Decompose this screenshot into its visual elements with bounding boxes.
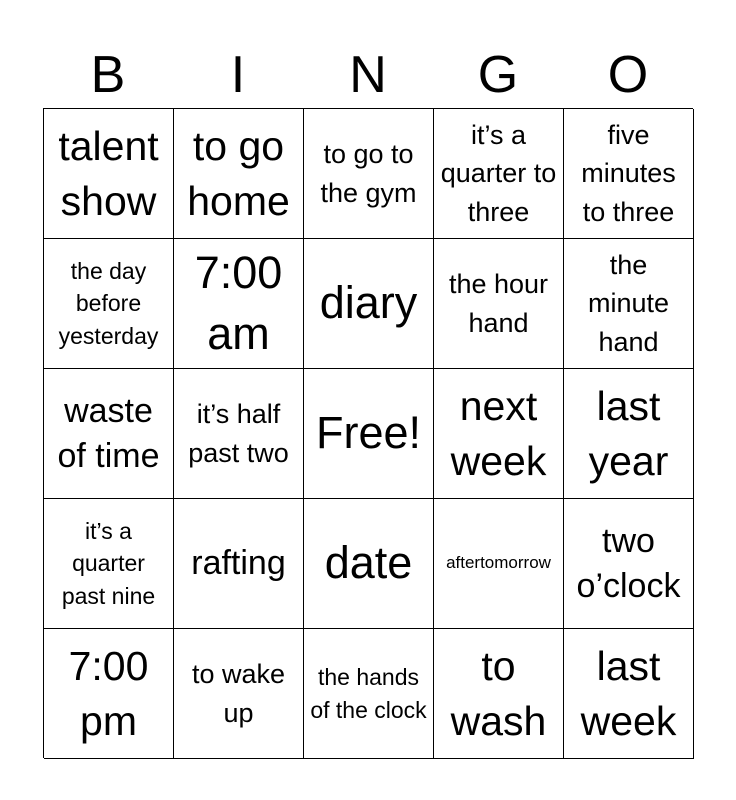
bingo-cell[interactable] xyxy=(564,499,694,629)
cell-text: talent show xyxy=(58,122,159,224)
free-cell-text: Free! xyxy=(315,407,422,459)
cell-text: 7:00 am xyxy=(194,246,283,359)
bingo-cell[interactable] xyxy=(44,109,174,239)
cell-text: to go home xyxy=(187,122,290,224)
bingo-cell[interactable] xyxy=(44,629,174,759)
header-letter-n: N xyxy=(349,46,387,104)
bingo-cell[interactable] xyxy=(44,239,174,369)
bingo-cell[interactable] xyxy=(434,109,564,239)
cell-text: diary xyxy=(319,277,418,329)
header-letter-i: I xyxy=(230,46,246,104)
bingo-cell[interactable] xyxy=(174,629,304,759)
cell-text: last year xyxy=(588,382,669,484)
bingo-cell[interactable] xyxy=(564,109,694,239)
bingo-cell[interactable] xyxy=(304,499,434,629)
bingo-grid xyxy=(43,108,693,758)
cell-text: to go to the gym xyxy=(320,139,417,208)
bingo-cell[interactable] xyxy=(434,499,564,629)
cell-text: 7:00 pm xyxy=(68,642,149,744)
bingo-cell[interactable] xyxy=(174,369,304,499)
header-letter-b: B xyxy=(90,46,126,104)
bingo-cell[interactable] xyxy=(304,109,434,239)
cell-text: next week xyxy=(450,382,547,484)
cell-text: to wake up xyxy=(191,659,286,728)
cell-text: five minutes to three xyxy=(581,120,676,227)
bingo-cell[interactable] xyxy=(434,239,564,369)
bingo-header xyxy=(43,42,693,108)
cell-text: the day before yesterday xyxy=(58,258,159,349)
bingo-cell[interactable] xyxy=(434,369,564,499)
bingo-cell[interactable] xyxy=(564,239,694,369)
bingo-cell[interactable] xyxy=(564,369,694,499)
bingo-cell[interactable] xyxy=(304,239,434,369)
bingo-cell[interactable] xyxy=(44,369,174,499)
header-letter-o: O xyxy=(607,46,649,104)
cell-text: rafting xyxy=(191,544,286,583)
cell-text: the minute hand xyxy=(587,250,670,357)
cell-text: aftertomorrow xyxy=(446,553,551,573)
cell-text: to wash xyxy=(450,642,547,744)
bingo-cell[interactable] xyxy=(174,109,304,239)
header-letter-g: G xyxy=(477,46,519,104)
free-cell[interactable] xyxy=(304,369,434,499)
cell-text: the hour hand xyxy=(448,269,549,338)
cell-text: date xyxy=(324,537,413,589)
cell-text: it’s a quarter to three xyxy=(440,120,557,227)
bingo-cell[interactable] xyxy=(44,499,174,629)
bingo-cell[interactable] xyxy=(434,629,564,759)
bingo-cell[interactable] xyxy=(564,629,694,759)
bingo-cell[interactable] xyxy=(174,239,304,369)
bingo-cell[interactable] xyxy=(304,629,434,759)
cell-text: the hands of the clock xyxy=(310,664,427,723)
cell-text: waste of time xyxy=(57,391,160,475)
cell-text: it’s a quarter past nine xyxy=(61,518,156,609)
cell-text: it’s half past two xyxy=(188,399,289,468)
bingo-cell[interactable] xyxy=(174,499,304,629)
cell-text: two o’clock xyxy=(576,521,681,605)
cell-text: last week xyxy=(580,642,677,744)
